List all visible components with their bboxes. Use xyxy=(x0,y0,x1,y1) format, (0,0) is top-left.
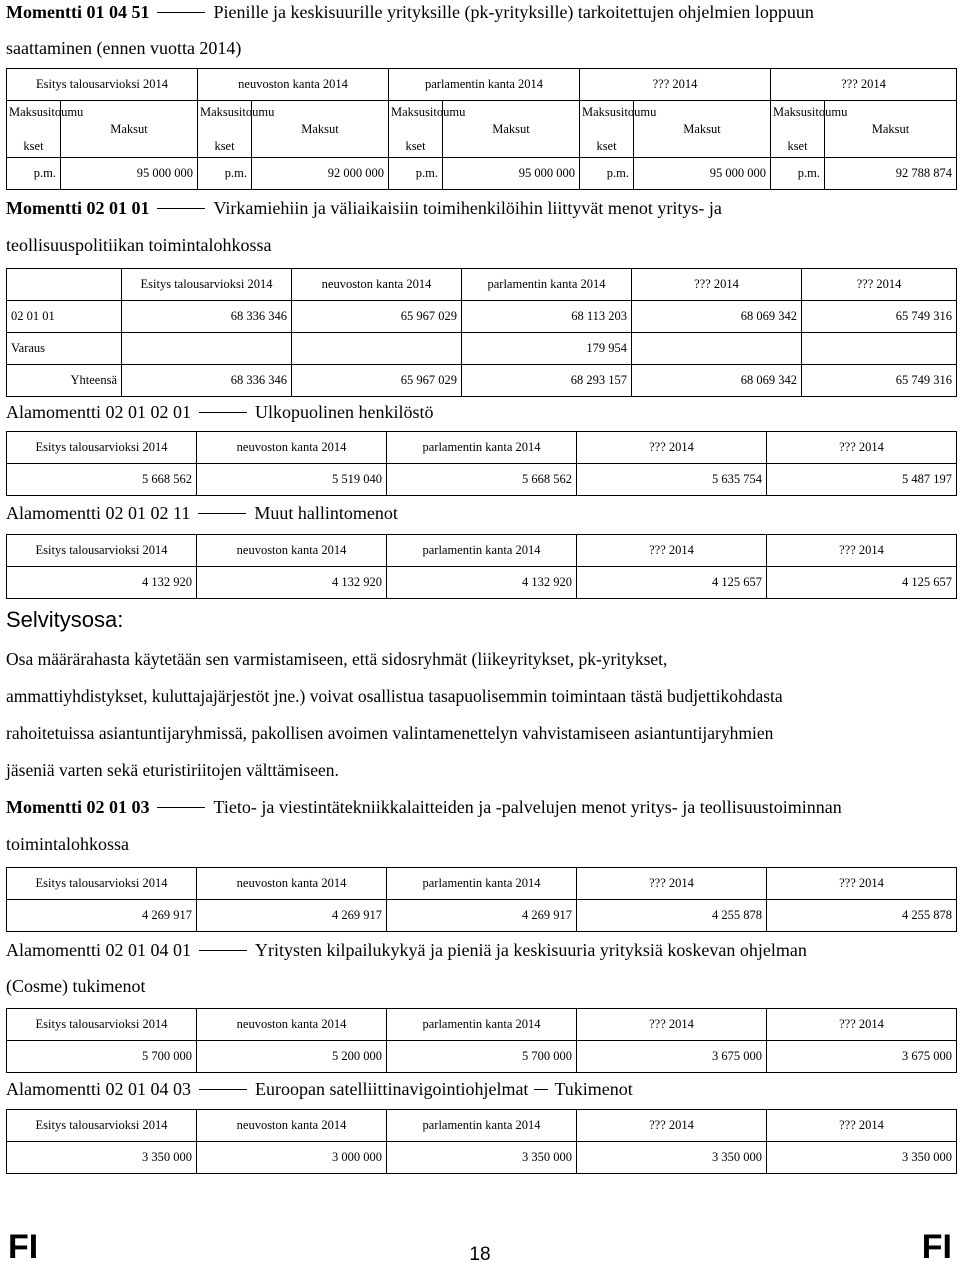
dash xyxy=(534,1089,548,1090)
cell: 95 000 000 xyxy=(634,158,771,190)
col-header: ??? 2014 xyxy=(767,868,957,900)
cell: 68 336 346 xyxy=(122,365,292,397)
cell: 65 967 029 xyxy=(292,301,462,333)
cell: 92 788 874 xyxy=(825,158,957,190)
paragraph-line: ammattiyhdistykset, kuluttajajärjestöt jne.) voivat osallistua tasapuolisemmin toimintaan tästä budjettikohdasta xyxy=(6,686,783,706)
cell: 3 350 000 xyxy=(577,1142,767,1174)
cell: 3 350 000 xyxy=(767,1142,957,1174)
col-header: ??? 2014 xyxy=(580,69,771,101)
table-header-row xyxy=(7,269,957,301)
subheader-payments: Maksut xyxy=(634,101,771,158)
heading-title: Euroopan satelliittinavigointiohjelmat xyxy=(254,1079,529,1099)
heading-title-cont: toimintalohkossa xyxy=(6,834,129,854)
cell: 95 000 000 xyxy=(61,158,198,190)
cell: 68 069 342 xyxy=(632,301,802,333)
dash xyxy=(199,1089,247,1090)
col-header: ??? 2014 xyxy=(577,1009,767,1041)
cell: 3 350 000 xyxy=(7,1142,197,1174)
heading-alamomentti-02010401 xyxy=(6,932,956,1004)
cell: 68 336 346 xyxy=(122,301,292,333)
heading-code: Alamomentti 02 01 02 11 xyxy=(6,503,191,523)
cell: 5 700 000 xyxy=(387,1041,577,1073)
cell-empty xyxy=(292,333,462,365)
cell: 95 000 000 xyxy=(443,158,580,190)
cell: 5 519 040 xyxy=(197,464,387,496)
table-row xyxy=(7,1041,957,1073)
col-header: parlamentin kanta 2014 xyxy=(389,69,580,101)
cell: 4 269 917 xyxy=(387,900,577,932)
cell: 5 487 197 xyxy=(767,464,957,496)
col-header: ??? 2014 xyxy=(577,1110,767,1142)
paragraph-line: jäseniä varten sekä eturistiriitojen välttämiseen. xyxy=(6,760,339,780)
cell: 4 269 917 xyxy=(197,900,387,932)
cell: 68 293 157 xyxy=(462,365,632,397)
row-label: 02 01 01 xyxy=(7,301,122,333)
subheader-payments: Maksut xyxy=(61,101,198,158)
cell: 5 200 000 xyxy=(197,1041,387,1073)
col-header: parlamentin kanta 2014 xyxy=(387,1110,577,1142)
cell: 65 749 316 xyxy=(802,365,957,397)
table-header-row xyxy=(7,1009,957,1041)
cell: 65 749 316 xyxy=(802,301,957,333)
cell: 4 125 657 xyxy=(767,567,957,599)
col-header: parlamentin kanta 2014 xyxy=(387,1009,577,1041)
col-header: ??? 2014 xyxy=(577,432,767,464)
table-subheader-row xyxy=(7,101,957,158)
cell: p.m. xyxy=(389,158,443,190)
heading-alamomentti-02010211 xyxy=(6,496,956,530)
cell-empty xyxy=(632,333,802,365)
row-label: Yhteensä xyxy=(7,365,122,397)
table-row xyxy=(7,567,957,599)
table-020103 xyxy=(6,867,957,932)
cell: p.m. xyxy=(7,158,61,190)
col-header: Esitys talousarvioksi 2014 xyxy=(7,1110,197,1142)
heading-momentti-020103 xyxy=(6,789,956,863)
cell: 5 700 000 xyxy=(7,1041,197,1073)
dash xyxy=(157,208,205,209)
cell: p.m. xyxy=(771,158,825,190)
table-header-row xyxy=(7,1110,957,1142)
table-header-row xyxy=(7,69,957,101)
col-header: neuvoston kanta 2014 xyxy=(197,1110,387,1142)
heading-momentti-020101 xyxy=(6,190,956,264)
cell: 5 668 562 xyxy=(7,464,197,496)
col-header: Esitys talousarvioksi 2014 xyxy=(7,432,197,464)
cell-empty xyxy=(7,269,122,301)
col-header: ??? 2014 xyxy=(767,535,957,567)
heading-title-cont: teollisuuspolitiikan toimintalohkossa xyxy=(6,235,272,255)
cell: 3 675 000 xyxy=(767,1041,957,1073)
col-header: neuvoston kanta 2014 xyxy=(197,1009,387,1041)
selvitysosa-heading: Selvitysosa: xyxy=(6,607,124,632)
heading-code: Alamomentti 02 01 02 01 xyxy=(6,402,191,422)
cell: 4 269 917 xyxy=(7,900,197,932)
heading-title: Muut hallintomenot xyxy=(254,503,398,523)
col-header: Esitys talousarvioksi 2014 xyxy=(7,1009,197,1041)
col-header: ??? 2014 xyxy=(577,868,767,900)
explanation-paragraph xyxy=(6,641,956,789)
subheader-commitments: Maksusitoumu kset xyxy=(771,101,825,158)
cell: p.m. xyxy=(580,158,634,190)
col-header: ??? 2014 xyxy=(577,535,767,567)
heading-title-cont: (Cosme) tukimenot xyxy=(6,976,146,996)
footer-language-left: FI xyxy=(8,1228,39,1266)
heading-code: Alamomentti 02 01 04 01 xyxy=(6,940,191,960)
cell: 4 255 878 xyxy=(767,900,957,932)
col-header: Esitys talousarvioksi 2014 xyxy=(122,269,292,301)
col-header: parlamentin kanta 2014 xyxy=(387,868,577,900)
cell-empty xyxy=(122,333,292,365)
cell: 4 132 920 xyxy=(7,567,197,599)
col-header: ??? 2014 xyxy=(767,1009,957,1041)
heading-title: Tieto- ja viestintätekniikkalaitteiden ja -palvelujen menot yritys- ja teollisuustoiminnan xyxy=(213,797,842,817)
dash xyxy=(199,950,247,951)
cell: 5 635 754 xyxy=(577,464,767,496)
page-number: 18 xyxy=(469,1244,491,1265)
row-label: Varaus xyxy=(7,333,122,365)
col-header: neuvoston kanta 2014 xyxy=(197,535,387,567)
table-row xyxy=(7,333,957,365)
col-header: ??? 2014 xyxy=(802,269,957,301)
footer-language-right: FI xyxy=(921,1228,952,1266)
subheader-commitments: Maksusitoumu kset xyxy=(580,101,634,158)
cell: p.m. xyxy=(198,158,252,190)
table-02010201 xyxy=(6,431,957,496)
subheader-payments: Maksut xyxy=(252,101,389,158)
heading-title: Yritysten kilpailukykyä ja pieniä ja keskisuuria yrityksiä koskevan ohjelman xyxy=(254,940,807,960)
col-header: neuvoston kanta 2014 xyxy=(197,432,387,464)
col-header: ??? 2014 xyxy=(632,269,802,301)
col-header: ??? 2014 xyxy=(767,1110,957,1142)
subheader-payments: Maksut xyxy=(825,101,957,158)
table-row xyxy=(7,301,957,333)
paragraph-line: Osa määrärahasta käytetään sen varmistamiseen, että sidosryhmät (liikeyritykset, pk-yritykset, xyxy=(6,649,668,669)
subheader-payments: Maksut xyxy=(443,101,580,158)
cell: 4 132 920 xyxy=(197,567,387,599)
table-02010211 xyxy=(6,534,957,599)
table-row xyxy=(7,464,957,496)
heading-title: Ulkopuolinen henkilöstö xyxy=(254,402,434,422)
dash xyxy=(198,513,246,514)
heading-title-b: Tukimenot xyxy=(554,1079,633,1099)
cell: 4 255 878 xyxy=(577,900,767,932)
table-row xyxy=(7,158,957,190)
cell: 3 675 000 xyxy=(577,1041,767,1073)
dash xyxy=(157,12,205,13)
heading-title: Virkamiehiin ja väliaikaisiin toimihenkilöihin liittyvät menot yritys- ja xyxy=(213,198,722,218)
col-header: ??? 2014 xyxy=(771,69,957,101)
col-header: Esitys talousarvioksi 2014 xyxy=(7,535,197,567)
cell: 3 350 000 xyxy=(387,1142,577,1174)
table-commitments xyxy=(6,68,957,190)
col-header: Esitys talousarvioksi 2014 xyxy=(7,69,198,101)
col-header: Esitys talousarvioksi 2014 xyxy=(7,868,197,900)
cell: 179 954 xyxy=(462,333,632,365)
cell: 65 967 029 xyxy=(292,365,462,397)
cell: 5 668 562 xyxy=(387,464,577,496)
cell: 4 125 657 xyxy=(577,567,767,599)
subheader-commitments: Maksusitoumu kset xyxy=(7,101,61,158)
table-header-row xyxy=(7,432,957,464)
cell: 4 132 920 xyxy=(387,567,577,599)
table-row xyxy=(7,900,957,932)
paragraph-line: rahoitetuissa asiantuntijaryhmissä, pakollisen avoimen valintamenettelyn vahvistamiseen asiantuntijaryhmien xyxy=(6,723,774,743)
cell-empty xyxy=(802,333,957,365)
subheader-commitments: Maksusitoumu kset xyxy=(389,101,443,158)
col-header: ??? 2014 xyxy=(767,432,957,464)
table-header-row xyxy=(7,868,957,900)
heading-code: Momentti 02 01 03 xyxy=(6,797,150,817)
heading-momentti-010451 xyxy=(6,0,956,66)
col-header: parlamentin kanta 2014 xyxy=(462,269,632,301)
heading-title: Pienille ja keskisuurille yrityksille (pk-yrityksille) tarkoitettujen ohjelmien loppuun xyxy=(213,2,814,22)
heading-alamomentti-02010201 xyxy=(6,397,956,427)
col-header: parlamentin kanta 2014 xyxy=(387,535,577,567)
cell: 3 000 000 xyxy=(197,1142,387,1174)
cell: 92 000 000 xyxy=(252,158,389,190)
cell: 68 069 342 xyxy=(632,365,802,397)
heading-code: Momentti 02 01 01 xyxy=(6,198,150,218)
dash xyxy=(157,807,205,808)
heading-code: Momentti 01 04 51 xyxy=(6,2,150,22)
col-header: neuvoston kanta 2014 xyxy=(198,69,389,101)
table-02010401 xyxy=(6,1008,957,1073)
cell: 68 113 203 xyxy=(462,301,632,333)
table-row xyxy=(7,365,957,397)
page-footer xyxy=(0,1228,960,1268)
table-02010403 xyxy=(6,1109,957,1174)
heading-code: Alamomentti 02 01 04 03 xyxy=(6,1079,191,1099)
table-020101 xyxy=(6,268,957,397)
table-header-row xyxy=(7,535,957,567)
dash xyxy=(199,412,247,413)
col-header: neuvoston kanta 2014 xyxy=(292,269,462,301)
table-row xyxy=(7,1142,957,1174)
col-header: neuvoston kanta 2014 xyxy=(197,868,387,900)
heading-title-cont: saattaminen (ennen vuotta 2014) xyxy=(6,38,242,58)
subheader-commitments: Maksusitoumu kset xyxy=(198,101,252,158)
col-header: parlamentin kanta 2014 xyxy=(387,432,577,464)
heading-alamomentti-02010403 xyxy=(6,1073,956,1105)
